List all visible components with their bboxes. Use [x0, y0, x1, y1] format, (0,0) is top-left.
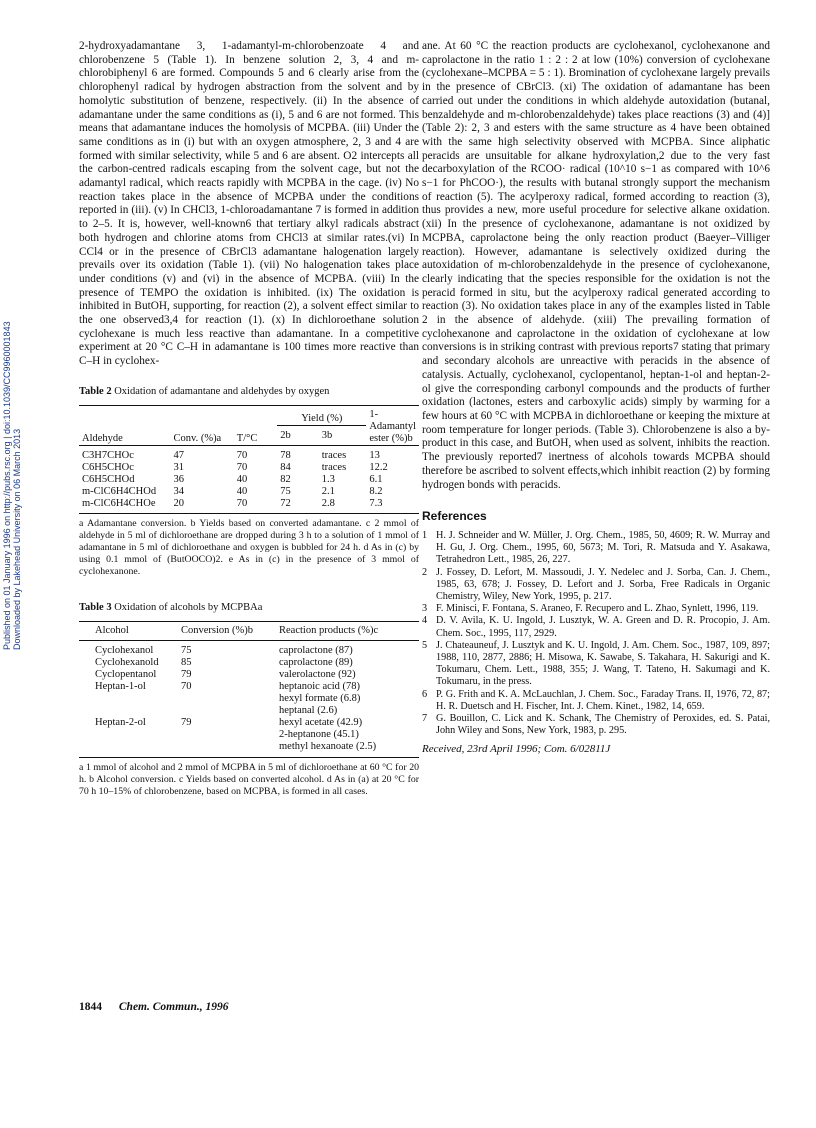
cell-product: hexyl acetate (42.9) — [279, 717, 363, 729]
reference-item — [422, 640, 770, 689]
table-row — [79, 486, 419, 498]
cell-ester: 8.2 — [369, 485, 383, 497]
header-yield-group: Yield (%) — [277, 405, 366, 425]
cell-products — [276, 681, 419, 717]
cell-yield-3: traces — [321, 461, 347, 473]
table-2-grid — [79, 405, 419, 514]
reference-number: 1 — [422, 529, 428, 541]
cell-alcohol: Cyclopentanol — [95, 669, 157, 681]
cell-conversion: 75 — [181, 645, 192, 657]
reference-text: G. Bouillon, C. Lick and K. Schank, The Chemistry of Peroxides, ed. S. Patai, John Wiley and Sons, New York, 1983, p. 295. — [436, 712, 770, 737]
table-row — [79, 462, 419, 474]
cell-aldehyde: C6H5CHOc — [82, 461, 134, 473]
cell-yield-2: 78 — [280, 449, 291, 461]
cell-yield-3: traces — [321, 449, 347, 461]
cell-conv: 34 — [173, 485, 184, 497]
cell-aldehyde: m-ClC6H4CHOe — [82, 497, 156, 509]
table-3-label: Table 3 — [79, 602, 112, 614]
cell-yield-3: 2.8 — [321, 497, 335, 509]
left-body-text: 2-hydroxyadamantane 3, 1-adamantyl-m-chlorobenzoate 4 and chlorobenzene 5 (Table 1). In benzene solution 2, 3, 4 and m-chlorobiphenyl 6 are formed. Compounds 5 and 6 clearly arise from the chlorophenyl radical by hydrogen abstraction from the solvent and by homolytic substitution of benzene, respectively. (ii) In the absence of adamantane under the same conditions as (i), 5 and 6 are not formed. This means that adamantane induces the homolysis of MCPBA. (iii) Under the same conditions as in (i) but with an oxygen atmosphere, 2, 3 and 4 are formed with similar selectivity, while 5 and 6 are absent. O2 intercepts all the carbon-centred radicals escaping from the solvent cage, but not the adamantyl radical, which reacts rapidly with MCPBA in the cage. (iv) No reaction takes place in the absence of MCPBA under the conditions reported in (iii). (v) In CHCl3, 1-chloroadamantane 7 is formed in addition to 2–5. It is, however, well-known6 that tertiary alkyl radicals abstract both hydrogen and chlorine atoms from CHCl3 at similar rates.(vi) In CCl4 or in the presence of CBrCl3 adamantane halogenation largely prevails over its oxidation (Table 1). (vii) No halogenation takes place under conditions (v) and (vi) in the absence of MCPBA. (viii) In the presence of TEMPO the oxidation is inhibited. (ix) The oxidation is inhibited in ButOH, supporting, for reaction (2), a solvent effect similar to the one observed3,4 for reaction (1). (x) In dichloroethane solution cyclohexane is much less reactive than adamantane. In a competitive experiment at 20 °C C–H in adamantane is 100 times more reactive than C–H in cyclohex- — [79, 40, 419, 368]
table-row — [79, 669, 419, 681]
sidebar-published-line[interactable]: Published on 01 January 1996 on http://pubs.rsc.org | doi:10.1039/CC9960001843 — [2, 321, 12, 650]
left-column — [79, 40, 419, 808]
header-conversion: Conversion (%)b — [181, 625, 254, 637]
cell-product: methyl hexanoate (2.5) — [279, 741, 377, 753]
table-2-footnote: a Adamantane conversion. b Yields based on converted adamantane. c 2 mmol of aldehyde in 5 ml of dichloroethane are dropped during 3 h to a solution of 1 mmol of adamantane in 5 ml of dichloroethane and oxygen is bubbled for 24 h. d As in (c) by using 0.1 mmol of (ButOOCO)2. e As in (c) in the presence of 3 mmol of cyclohexanone. — [79, 517, 419, 577]
reference-item — [422, 615, 770, 639]
cell-product: caprolactone (87) — [279, 645, 353, 657]
cell-yield-2: 84 — [280, 461, 291, 473]
table-2 — [79, 385, 419, 578]
header-alcohol: Alcohol — [95, 625, 129, 637]
cell-product: valerolactone (92) — [279, 669, 356, 681]
reference-text: D. V. Avila, K. U. Ingold, J. Lusztyk, W. A. Green and D. R. Procopio, J. Am. Chem. Soc., 1995, 117, 2929. — [436, 615, 770, 639]
reference-number: 3 — [422, 603, 428, 615]
reference-number: 4 — [422, 615, 428, 627]
reference-number: 7 — [422, 712, 428, 724]
received-line: Received, 23rd April 1996; Com. 6/02811J — [422, 743, 611, 756]
cell-product: heptanoic acid (78) — [279, 681, 361, 693]
header-aldehyde: Aldehyde — [82, 432, 123, 444]
cell-conv: 31 — [173, 461, 184, 473]
cell-aldehyde: m-ClC6H4CHOd — [82, 485, 157, 497]
journal-name: Chem. Commun., 1996 — [118, 1001, 229, 1013]
cell-product: caprolactone (89) — [279, 657, 353, 669]
cell-alcohol: Cyclohexanold — [95, 657, 159, 669]
cell-yield-2: 72 — [280, 497, 291, 509]
reference-item — [422, 603, 770, 615]
cell-conversion: 79 — [181, 669, 192, 681]
reference-item — [422, 713, 770, 737]
reference-number: 2 — [422, 566, 428, 578]
header-products: Reaction products (%)c — [279, 625, 379, 637]
reference-text: J. Fossey, D. Lefort, M. Massoudi, J. Y. Nedelec and J. Sorba, Can. J. Chem., 1985, 63, 678; J. Fossey, D. Lefort and J. Sorba, Free Radicals in Organic Chemistry, Wiley, New York, 1995, p. 217. — [436, 566, 770, 602]
header-conversion: Conv. (%)a — [173, 432, 222, 444]
cell-ester: 6.1 — [369, 473, 383, 485]
cell-conv: 36 — [173, 473, 184, 485]
cell-conv: 47 — [173, 449, 184, 461]
table-3-caption — [79, 601, 419, 615]
table-3-footnote: a 1 mmol of alcohol and 2 mmol of MCPBA in 5 ml of dichloroethane at 60 °C for 20 h. b Alcohol conversion. c Yields based on converted alcohol. d As in (a) at 20 °C for 70 h 10–15% of chlorobenzene, based on MCPBA, is formed in all cases. — [79, 762, 419, 798]
cell-ester: 13 — [369, 449, 380, 461]
cell-yield-2: 75 — [280, 485, 291, 497]
cell-conv: 20 — [173, 497, 184, 509]
header-yield-2: 2b — [280, 429, 291, 441]
table-3-title: Oxidation of alcohols by MCPBAa — [114, 602, 263, 614]
reference-text: P. G. Frith and K. A. McLauchlan, J. Chem. Soc., Faraday Trans. II, 1976, 72, 87; H. R. Duetsch and H. Fischer, Int. J. Chem. Kinet., 1982, 14, 659. — [436, 688, 770, 712]
header-ester — [366, 405, 419, 445]
reference-text: H. J. Schneider and W. Müller, J. Org. Chem., 1985, 50, 4609; R. W. Murray and H. Gu, J. Org. Chem., 1995, 60, 5673; M. Tori, R. Matsuda and Y. Asakawa, Tetrahedron Lett., 1985, 26, 227. — [436, 529, 770, 566]
table-2-title: Oxidation of adamantane and aldehydes by oxygen — [114, 385, 330, 397]
cell-conversion: 85 — [181, 657, 192, 669]
references-section — [422, 510, 770, 757]
reference-item — [422, 530, 770, 567]
cell-temp: 40 — [236, 473, 248, 485]
references-title: References — [422, 509, 487, 524]
sidebar-downloaded-line: Downloaded by Lakehead University on 06 March 2013 — [12, 428, 22, 650]
table-3-grid — [79, 621, 419, 758]
header-ester-line2: ester (%)b — [369, 432, 413, 444]
header-ester-line1: 1-Adamantyl — [369, 408, 416, 432]
cell-yield-3: 1.3 — [321, 473, 335, 485]
header-yield-3: 3b — [321, 429, 333, 441]
table-row — [79, 498, 419, 514]
cell-aldehyde: C3H7CHOc — [82, 449, 134, 461]
table-row — [79, 445, 419, 462]
reference-text: J. Chateauneuf, J. Lusztyk and K. U. Ingold, J. Am. Chem. Soc., 1987, 109, 897; 1988, 110, 2877, 2886; H. Misowa, K. Sawabe, S. Takahara, H. Sakurigi and K. Tokumaru, Chem. Lett., 1988, 355; J. Wang, T. Tateno, H. Sakumagi and K. Tokumaru, in the press. — [436, 639, 770, 688]
cell-alcohol: Heptan-2-ol — [95, 717, 146, 729]
header-temperature: T/°C — [236, 432, 258, 444]
cell-products — [276, 717, 419, 758]
cell-alcohol: Cyclohexanol — [95, 645, 154, 657]
page-number: 1844 — [79, 1001, 102, 1013]
reference-number: 6 — [422, 688, 428, 700]
reference-text: F. Minisci, F. Fontana, S. Araneo, F. Recupero and L. Zhao, Synlett, 1996, 119. — [436, 603, 759, 615]
cell-conversion: 70 — [181, 681, 192, 693]
page-footer — [79, 1001, 228, 1013]
right-column — [422, 40, 770, 768]
table-3 — [79, 601, 419, 798]
table-row — [79, 657, 419, 669]
table-row — [79, 681, 419, 717]
cell-aldehyde: C6H5CHOd — [82, 473, 135, 485]
table-2-label: Table 2 — [79, 385, 112, 397]
cell-product: 2-heptanone (45.1) — [279, 729, 359, 741]
cell-temp: 70 — [236, 461, 248, 473]
right-body-text: ane. At 60 °C the reaction products are cyclohexanol, cyclohexanone and caprolactone in the ratio 1 : 2 : 2 at low (10%) conversion of cyclohexane (cyclohexane–MCPBA = 5 : 1). Bromination of cyclohexane largely prevails in the presence of CBrCl3. (xi) The oxidation of adamantane has been carried out under the conditions in which aldehyde autoxidation (butanal, benzaldehyde and m-chlorobenzaldehyde) takes place reactions (3) and (4)] (Table 2): 2, 3 and esters with the same structure as 4 have been obtained with the same high selectivity observed with MCPBA. Since aliphatic peracids are unsuitable for alkane hydroxylation,2 due to the very fast decarboxylation of the RCOO· radical (10^10 s−1 as compared with 10^6 s−1 for PhCOO·), the results with butanal strongly support the mechanism of reaction (5). The acylperoxy radical, formed according to reaction (3), thus provides a new, more useful procedure for selective alkane oxidation. (xii) In the presence of cyclohexanone, adamantane is not oxidized by MCPBA, caprolactone being the only reaction product (Baeyer–Villiger reaction). However, adamantane is selectively oxidized during the autoxidation of m-chlorobenzaldehyde in the presence of cyclohexanone, clearly indicating that the species responsible for the oxidation is not the peracid formed in situ, but the acylperoxy radical generated according to reaction (3). No oxidation takes place in any of the examples listed in Table 2 in the absence of aldehyde. (xiii) The prevailing formation of cyclohexanone and caprolactone in the oxidation of cyclohexane at low conversions is in striking contrast with previous reports7 stating that primary and secondary alcohols are unreactive with peracids in the absence of catalysis. Actually, cyclohexanol, cyclopentanol, heptan-1-ol and heptan-2-ol give the corresponding carbonyl compounds and the products of further oxidation (lactones, esters and carboxylic acids) simply by warming for a few hours at 60 °C with MCPBA in dichloroethane or keeping the mixture at room temperature for longer periods. (Table 3). Chlorobenzene is also a by-product in this case, and ButOH, when used as solvent, inhibits the reaction. The previously reported7 inertness of alcohols towards MCPBA should therefore be ascribed to solvent effects,which inhibit reaction (2) by forming hydrogen bonds with peracids. — [422, 40, 770, 491]
table-row — [79, 717, 419, 758]
reference-item — [422, 689, 770, 713]
cell-yield-2: 82 — [280, 473, 291, 485]
reference-item — [422, 567, 770, 604]
reference-number: 5 — [422, 639, 428, 651]
table-row — [79, 641, 419, 658]
cell-temp: 70 — [236, 449, 248, 461]
cell-product: heptanal (2.6) — [279, 705, 338, 717]
cell-yield-3: 2.1 — [321, 485, 335, 497]
table-row — [79, 474, 419, 486]
cell-ester: 12.2 — [369, 461, 388, 473]
cell-conversion: 79 — [181, 717, 192, 729]
cell-product: hexyl formate (6.8) — [279, 693, 361, 705]
download-sidebar — [2, 270, 22, 650]
cell-ester: 7.3 — [369, 497, 383, 509]
table-2-caption — [79, 385, 419, 399]
cell-alcohol: Heptan-1-ol — [95, 681, 146, 693]
cell-temp: 70 — [236, 497, 248, 509]
cell-temp: 40 — [236, 485, 248, 497]
